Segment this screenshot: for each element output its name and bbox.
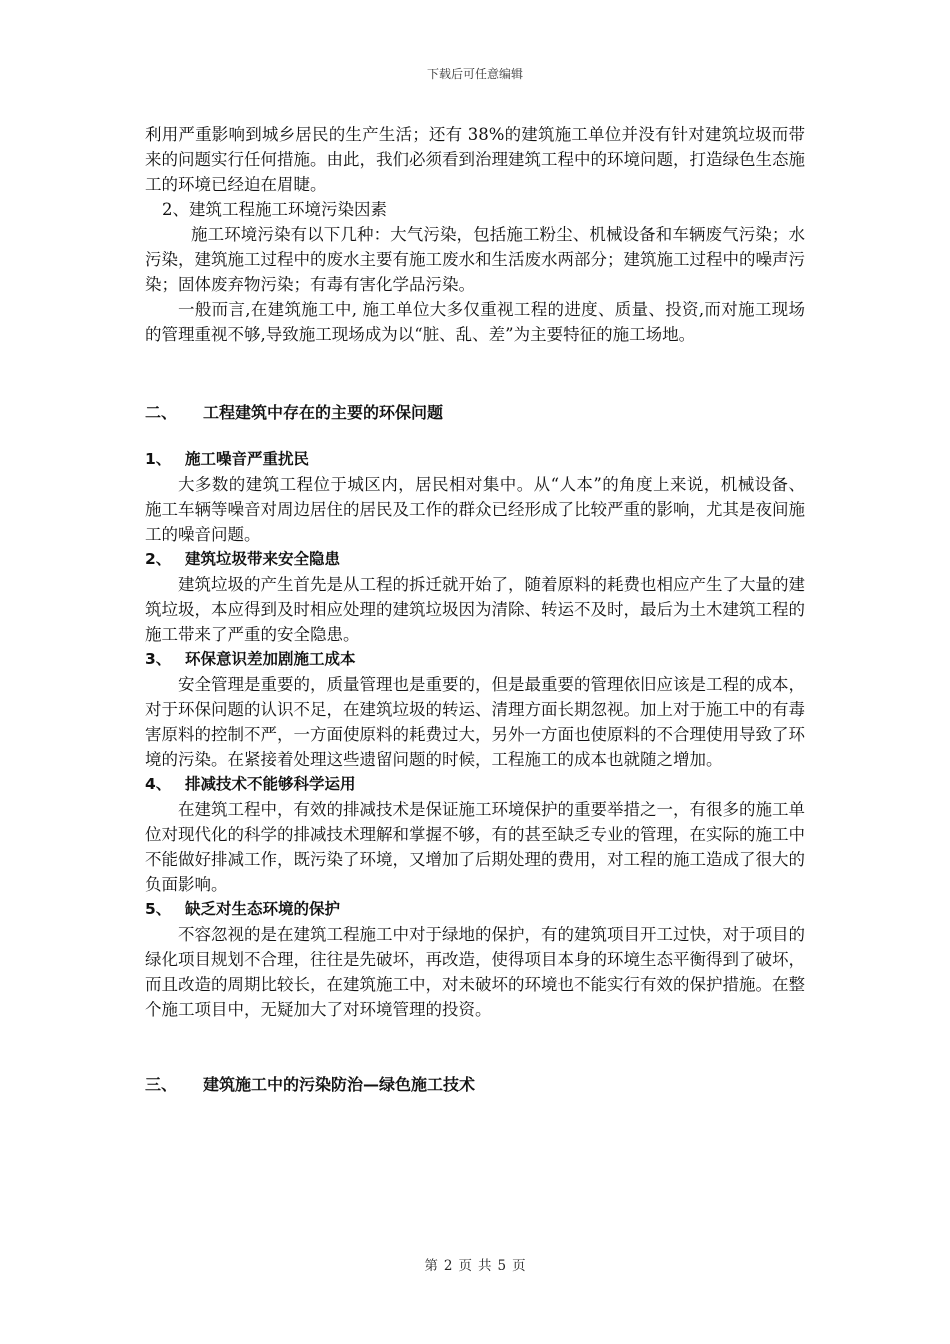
item-5-heading [145,897,805,922]
footer-total-pages: 5 [497,1258,507,1274]
item-3-title: 环保意识差加剧施工成本 [185,650,356,668]
intro-paragraph-2: 施工环境污染有以下几种：大气污染，包括施工粉尘、机械设备和车辆废气污染；水污染，建筑施工过程中的废水主要有施工废水和生活废水两部分；建筑施工过程中的噪声污染；固体废弃物污染；有毒有害化学品污染。 [145,225,805,294]
item-4-number: 4、 [145,775,172,793]
footer-suffix: 页 [512,1258,526,1274]
intro-paragraph-1: 利用严重影响到城乡居民的生产生活；还有 38%的建筑施工单位并没有针对建筑垃圾而带来的问题实行任何措施。由此，我们必须看到治理建筑工程中的环境问题，打造绿色生态施工的环境已经迫在眉睫。 [145,125,805,194]
section-2-number: 二、 [145,403,178,422]
footer-prefix: 第 [424,1258,438,1274]
footer-page-number: 2 [443,1258,453,1274]
section-3-heading [145,1072,805,1097]
item-1-number: 1、 [145,450,172,468]
item-4-body: 在建筑工程中，有效的排减技术是保证施工环境保护的重要举措之一，有很多的施工单位对现代化的科学的排减技术理解和掌握不够，有的甚至缺乏专业的管理，在实际的施工中不能做好排减工作，既污染了环境，又增加了后期处理的费用，对工程的施工造成了很大的负面影响。 [145,800,805,894]
item-1-title: 施工噪音严重扰民 [185,450,310,468]
subsection-2-heading: 2、建筑工程施工环境污染因素 [162,200,387,219]
footer-page-word: 页 [458,1258,472,1274]
item-1-heading [145,447,805,472]
item-2-number: 2、 [145,550,172,568]
item-2-body: 建筑垃圾的产生首先是从工程的拆迁就开始了，随着原料的耗费也相应产生了大量的建筑垃圾，本应得到及时相应处理的建筑垃圾因为清除、转运不及时，最后为土木建筑工程的施工带来了严重的安全隐患。 [145,575,805,644]
item-3-body: 安全管理是重要的，质量管理也是重要的，但是最重要的管理依旧应该是工程的成本，对于环保问题的认识不足，在建筑垃圾的转运、清理方面长期忽视。加上对于施工中的有毒害原料的控制不严，一方面使原料的耗费过大，另外一方面也使原料的不合理使用导致了环境的污染。在紧接着处理这些遗留问题的时候，工程施工的成本也就随之增加。 [145,675,805,769]
item-2-heading [145,547,805,572]
section-3-number: 三、 [145,1075,178,1094]
item-5-title: 缺乏对生态环境的保护 [185,900,341,918]
item-5-number: 5、 [145,900,172,918]
section-3-title: 建筑施工中的污染防治—绿色施工技术 [203,1075,476,1094]
item-4-heading [145,772,805,797]
item-4-title: 排减技术不能够科学运用 [185,775,356,793]
item-1-body: 大多数的建筑工程位于城区内，居民相对集中。从“人本”的角度上来说，机械设备、施工车辆等噪音对周边居住的居民及工作的群众已经形成了比较严重的影响，尤其是夜间施工的噪音问题。 [145,475,805,544]
item-2-title: 建筑垃圾带来安全隐患 [185,550,341,568]
item-3-number: 3、 [145,650,172,668]
section-2-title: 工程建筑中存在的主要的环保问题 [203,403,444,422]
section-2-heading [145,400,805,425]
page-footer [0,1254,950,1274]
page-header: 下载后可任意编辑 [426,67,523,81]
intro-paragraph-3: 一般而言,在建筑施工中, 施工单位大多仅重视工程的进度、质量、投资,而对施工现场的管理重视不够,导致施工现场成为以“脏、乱、差”为主要特征的施工场地。 [145,300,805,344]
document-body [145,122,805,1097]
item-5-body: 不容忽视的是在建筑工程施工中对于绿地的保护，有的建筑项目开工过快，对于项目的绿化项目规划不合理，往往是先破坏，再改造，使得项目本身的环境生态平衡得到了破坏，而且改造的周期比较长，在建筑施工中，对未破坏的环境也不能实行有效的保护措施。在整个施工项目中，无疑加大了对环境管理的投资。 [145,925,805,1019]
footer-of: 共 [478,1258,492,1274]
item-3-heading [145,647,805,672]
